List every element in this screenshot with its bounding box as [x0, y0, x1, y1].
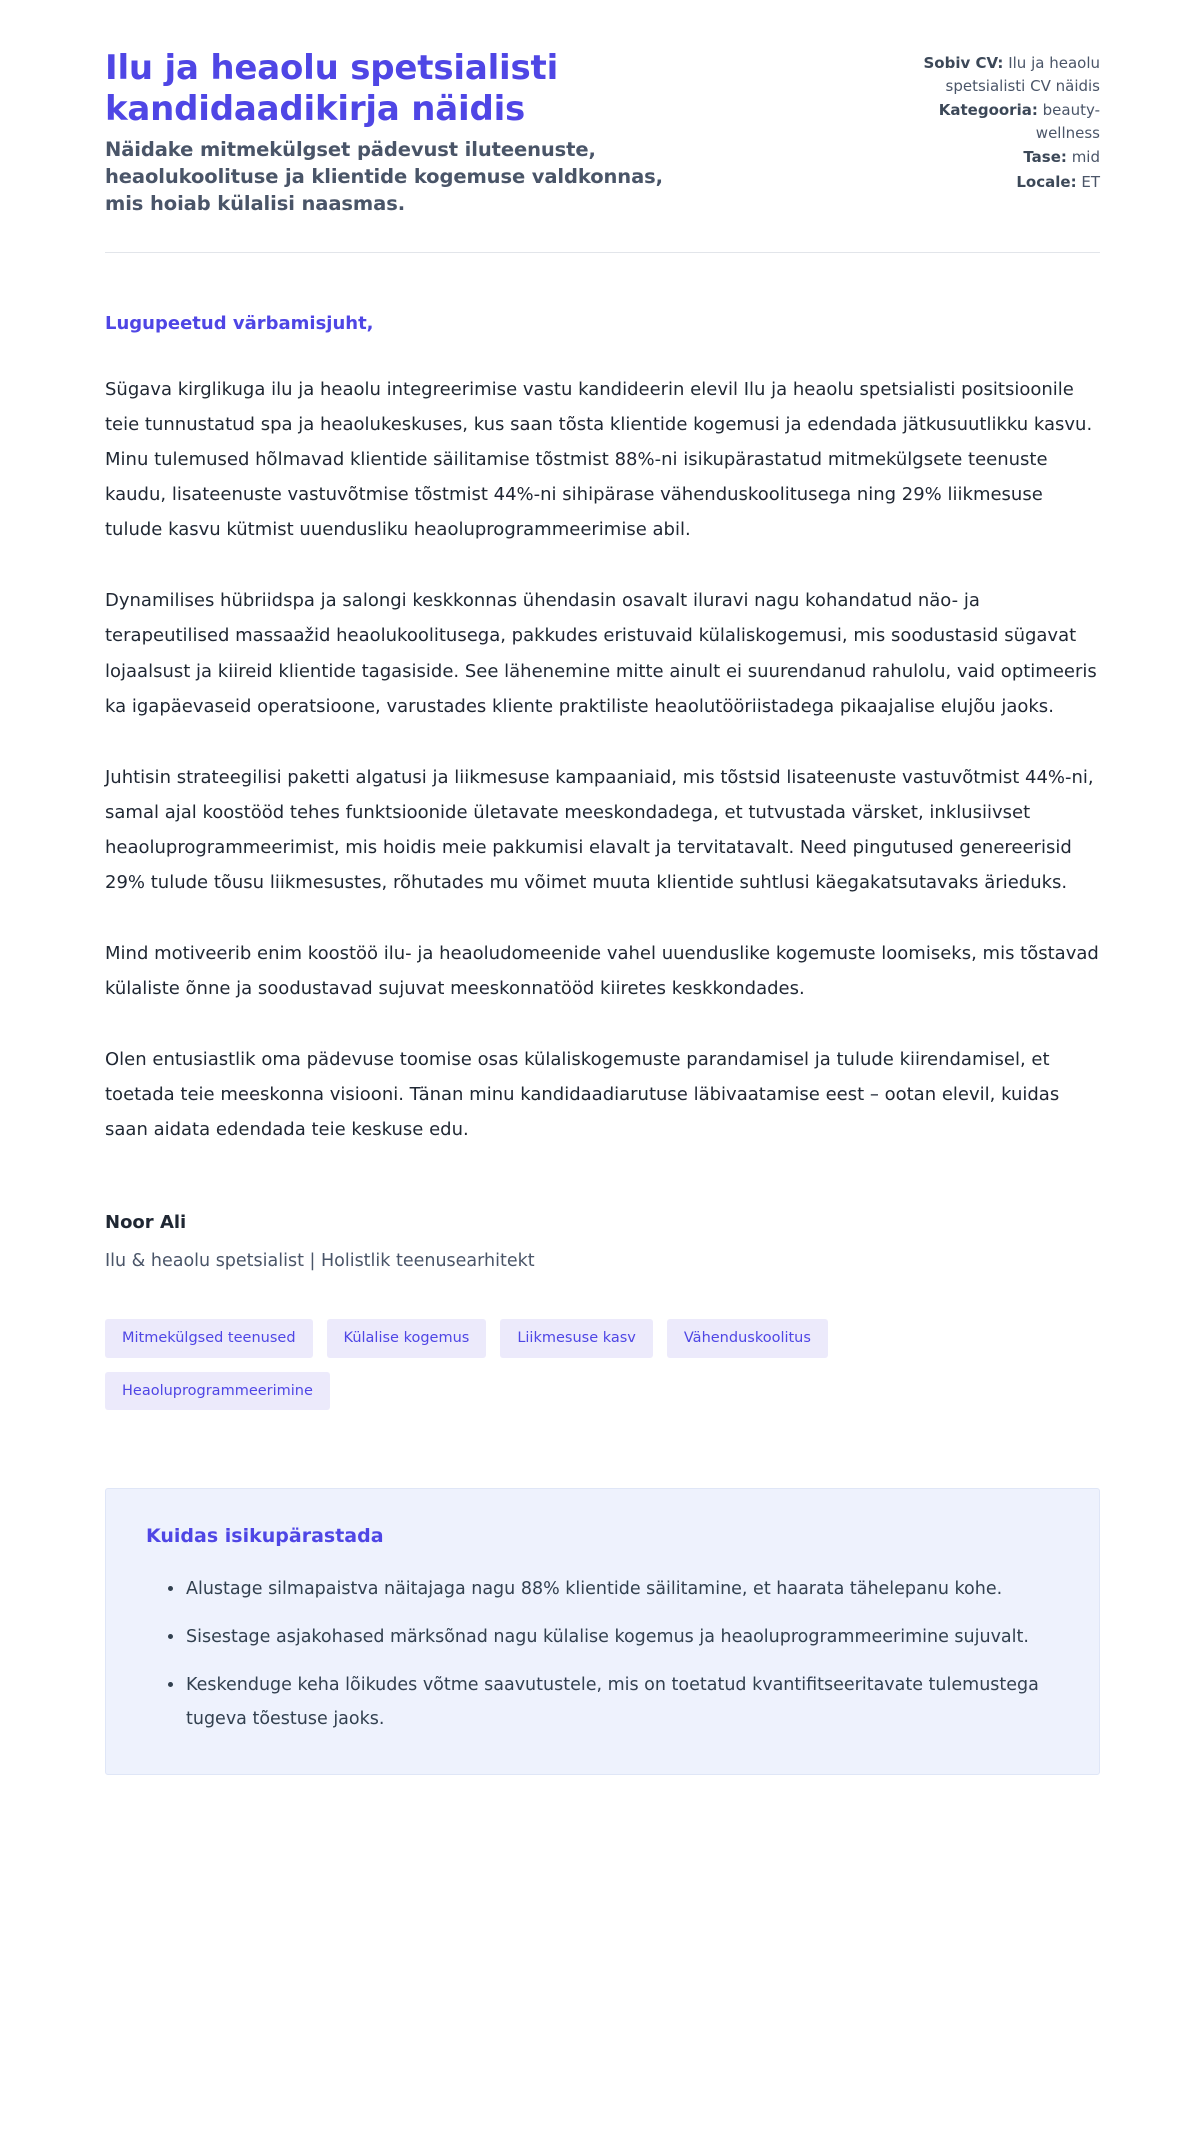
meta-label-matching-cv: Sobiv CV:: [923, 54, 1004, 72]
letter-paragraph-5: Olen entusiastlik oma pädevuse toomise osas külaliskogemuste parandamisel ja tulude kiirendamisel, et toetada teie meeskonna visiooni. Tänan minu kandidaadiarutuse läbivaatamise eest – ootan elevil, kuidas saan aidata edendada teie keskuse edu.: [105, 1049, 1060, 1141]
list-item: Alustage silmapaistva näitajaga nagu 88% klientide säilitamine, et haarata tähelepanu kohe.: [168, 1572, 1059, 1606]
meta-row-locale: [890, 171, 1100, 194]
tag-item[interactable]: Külalise kogemus: [327, 1319, 487, 1358]
letter-body: [0, 311, 1200, 1411]
signature-name: Noor Ali: [105, 1211, 187, 1233]
signature-block: [105, 1210, 1100, 1274]
meta-row-matching-cv: [890, 52, 1100, 97]
header-metadata: [890, 48, 1100, 195]
list-item: Keskenduge keha lõikudes võtme saavutustele, mis on toetatud kvantifitseeritavate tulemustega tugeva tõestuse jaoks.: [168, 1668, 1059, 1736]
signature-role: Ilu & heaolu spetsialist | Holistlik teenusearhitekt: [105, 1250, 535, 1271]
page-title: Ilu ja heaolu spetsialisti kandidaadikirja näidis: [105, 48, 559, 130]
tag-item[interactable]: Vähenduskoolitus: [667, 1319, 828, 1358]
meta-label-category: Kategooria:: [938, 101, 1038, 119]
meta-value-category: beauty-wellness: [1035, 101, 1100, 142]
meta-value-level: mid: [1071, 148, 1100, 166]
meta-value-matching-cv: Ilu ja heaolu spetsialisti CV näidis: [945, 54, 1100, 95]
meta-row-category: [890, 99, 1100, 144]
tag-item[interactable]: Heaoluprogrammeerimine: [105, 1372, 330, 1411]
tag-list: [105, 1319, 885, 1410]
letter-paragraph-4: Mind motiveerib enim koostöö ilu- ja heaoludomeenide vahel uuenduslike kogemuste loomiseks, mis tõstavad külaliste õnne ja soodustavad sujuvat meeskonnatööd kiiretes keskkondades.: [105, 943, 1099, 1000]
personalization-tips-list: [146, 1572, 1059, 1737]
header-divider: [105, 252, 1100, 253]
meta-label-level: Tase:: [1023, 148, 1067, 166]
document-header: [0, 0, 1200, 218]
tag-item[interactable]: Mitmekülgsed teenused: [105, 1319, 313, 1358]
personalization-tips-panel: [105, 1488, 1100, 1775]
letter-paragraph-3: Juhtisin strateegilisi paketti algatusi ja liikmesuse kampaaniaid, mis tõstsid lisateenuste vastuvõtmist 44%-ni, samal ajal koostööd tehes funktsioonide ületavate meeskondadega, et tutvustada värsket, inklusiivset heaoluprogrammeerimist, mis hoidis meie pakkumisi elavalt ja tervitatavalt. Need pingutused genereerisid 29% tulude tõusu liikmesustes, rõhutades mu võimet muuta klientide suhtlusi käegakatsutavaks ärieduks.: [105, 766, 1094, 893]
meta-label-locale: Locale:: [1016, 172, 1077, 191]
page-subtitle: Näidake mitmekülgset pädevust iluteenuste, heaolukoolituse ja klientide kogemuse valdkonnas, mis hoiab külalisi naasmas.: [105, 137, 663, 215]
header-title-block: [105, 48, 665, 218]
letter-paragraph-2: Dynamilises hübriidspa ja salongi keskkonnas ühendasin osavalt iluravi nagu kohandatud näo- ja terapeutilised massaažid heaolukoolitusega, pakkudes eristuvaid külaliskogemusi, mis soodustasid sügavat lojaalsust ja kiireid klientide tagasiside. See lähenemine mitte ainult ei suurendanud rahulolu, vaid optimeeris ka igapäevaseid operatsioone, varustades kliente praktiliste heaolutööriistadega pikaajalise elujõu jaoks.: [105, 590, 1097, 717]
meta-row-level: [890, 146, 1100, 169]
list-item: Sisestage asjakohased märksõnad nagu külalise kogemus ja heaoluprogrammeerimine sujuvalt.: [168, 1620, 1059, 1654]
personalization-tips-title: Kuidas isikupärastada: [146, 1525, 384, 1548]
tag-item[interactable]: Liikmesuse kasv: [500, 1319, 653, 1358]
letter-greeting: Lugupeetud värbamisjuht,: [105, 312, 374, 334]
meta-value-locale: ET: [1081, 172, 1100, 191]
letter-paragraph-1: Sügava kirglikuga ilu ja heaolu integreerimise vastu kandideerin elevil Ilu ja heaolu spetsialisti positsioonile teie tunnustatud spa ja heaolukeskuses, kus saan tõsta klientide kogemusi ja edendada jätkusuutlikku kasvu. Minu tulemused hõlmavad klientide säilitamise tõstmist 88%-ni isikupärastatud mitmekülgsete teenuste kaudu, lisateenuste vastuvõtmise tõstmist 44%-ni sihipärase vähenduskoolitusega ning 29% liikmesuse tulude kasvu kütmist uuendusliku heaoluprogrammeerimise abil.: [105, 378, 1093, 541]
